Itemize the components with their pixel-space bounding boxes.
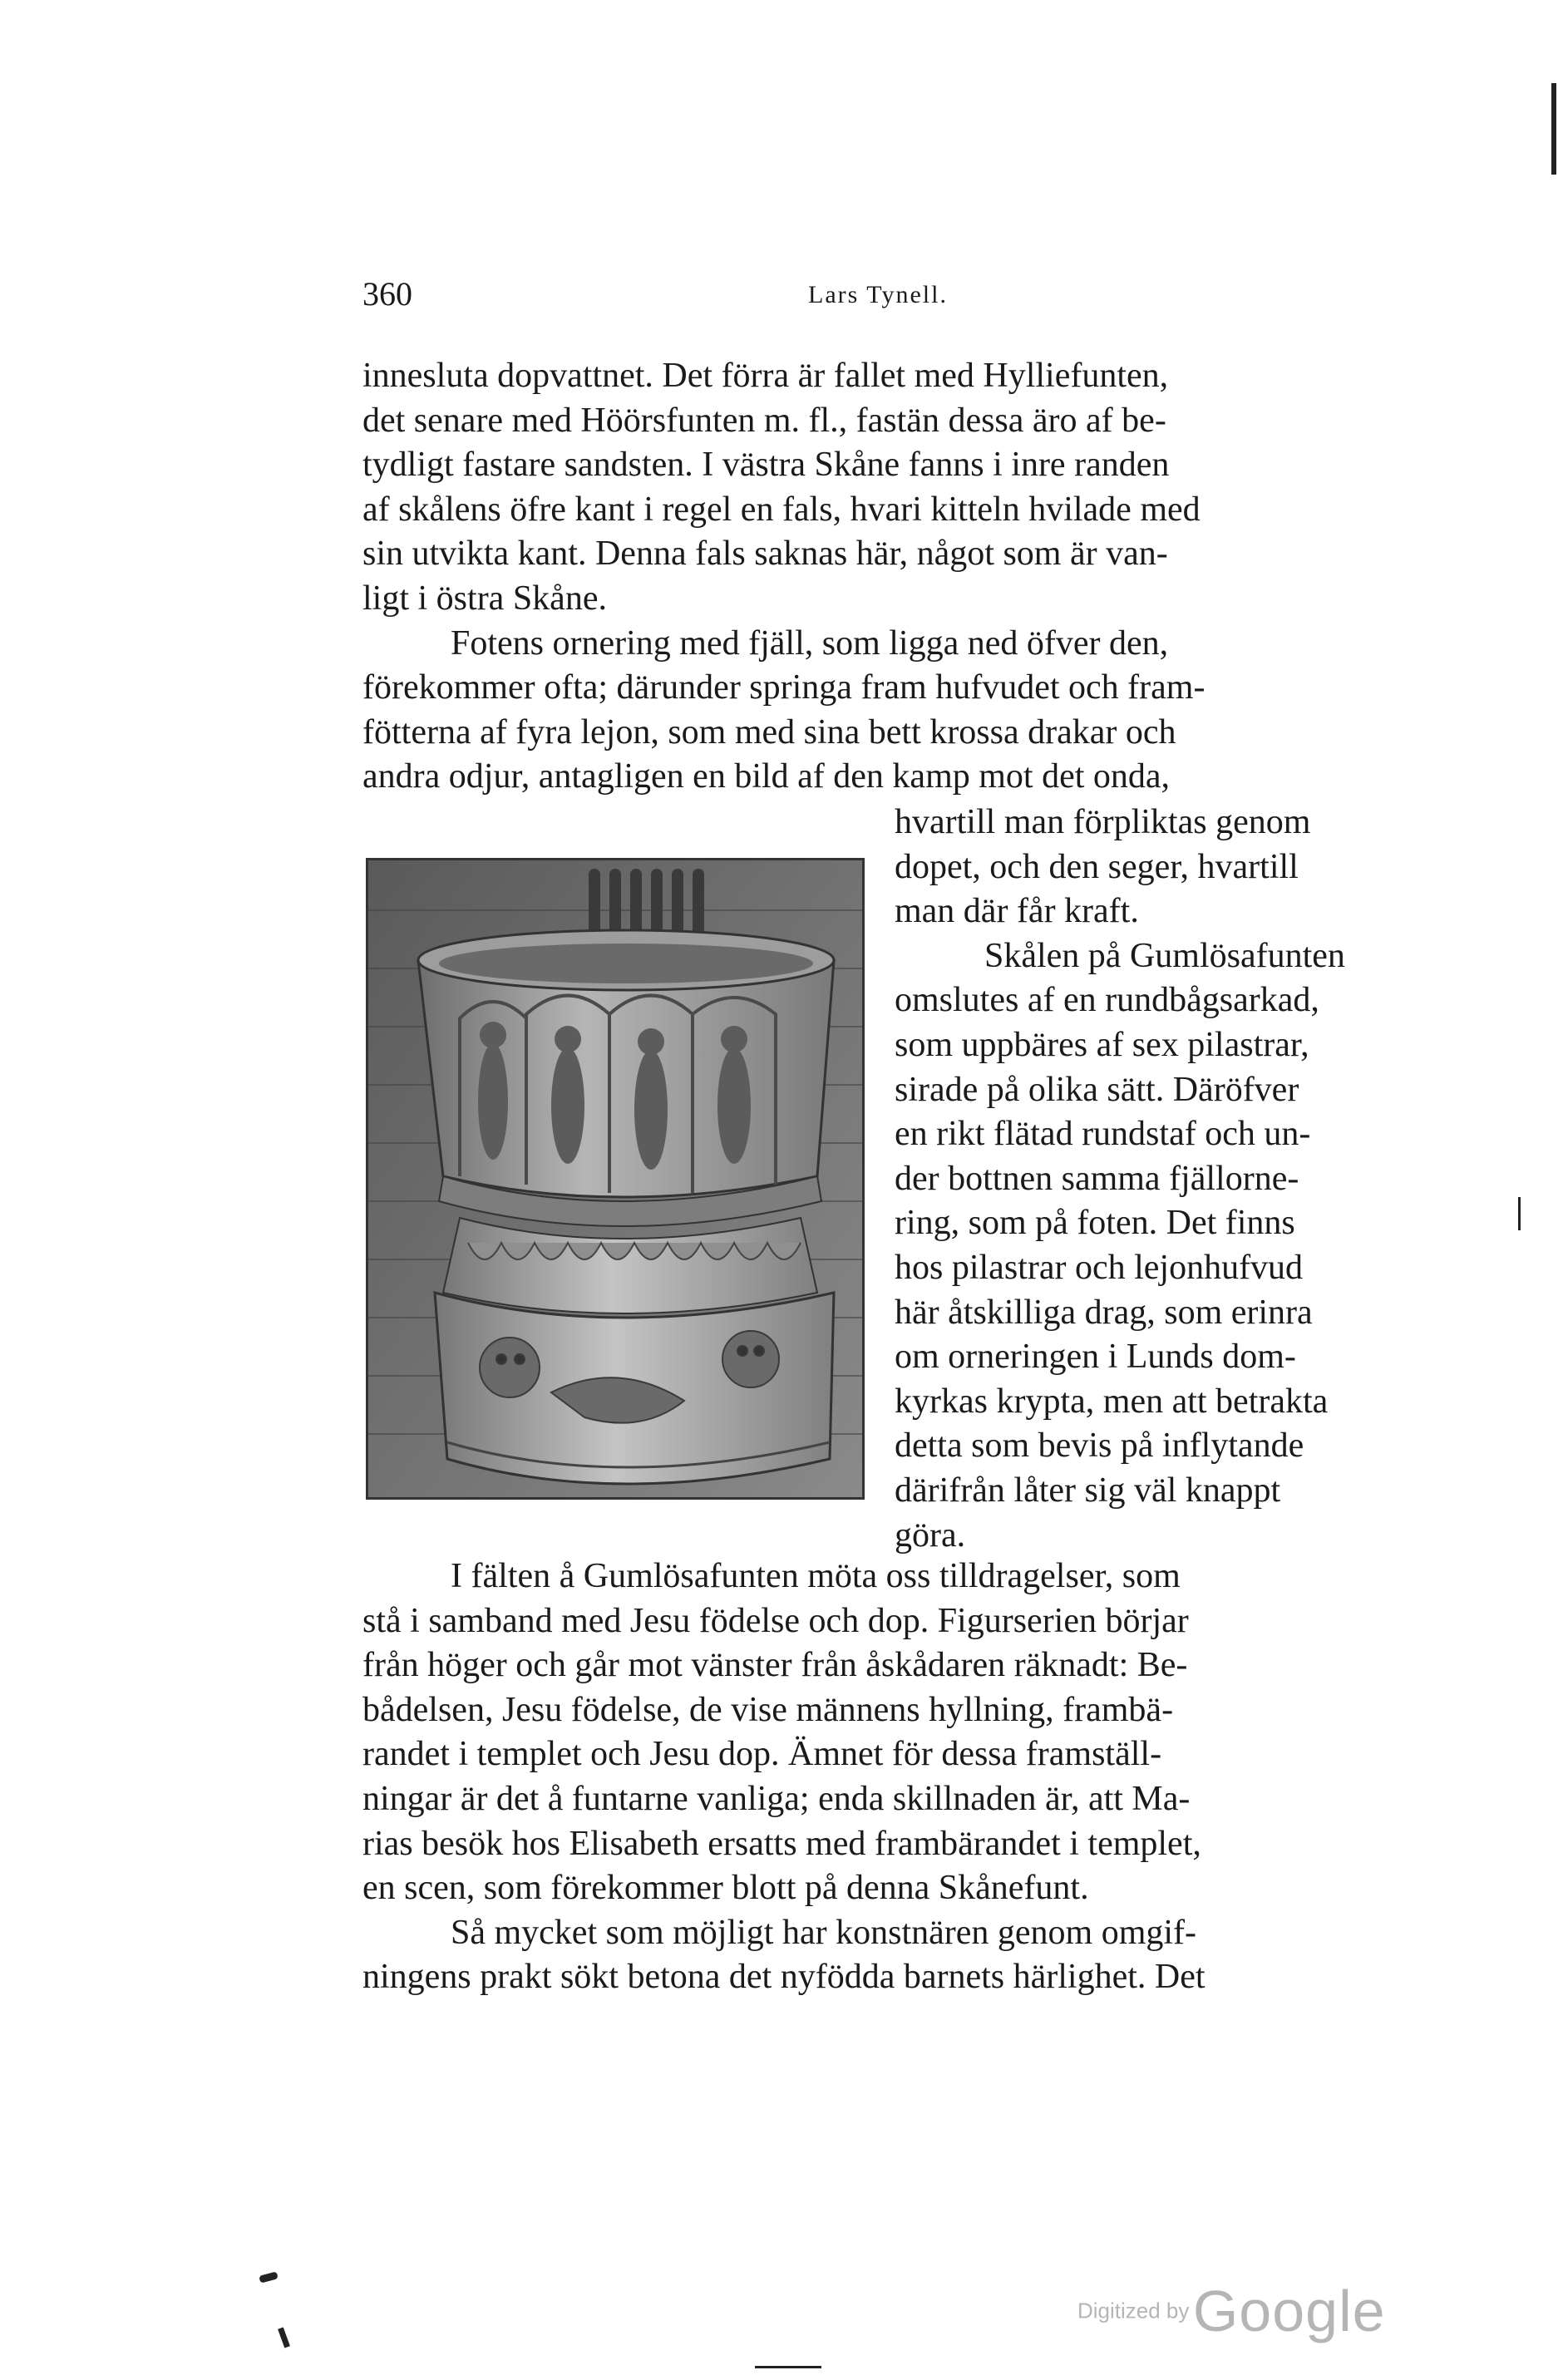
text-line: förekommer ofta; därunder springa fram hufvudet och fram- [362, 668, 1206, 707]
text-line: Fotens ornering med fjäll, som ligga ned öfver den, [451, 623, 1169, 663]
text-line: sin utvikta kant. Denna fals saknas här, något som är van- [362, 535, 1168, 574]
text-line: I fälten å Gumlösafunten möta oss tilldragelser, som [451, 1557, 1181, 1595]
text-line: det senare med Höörsfunten m. fl., fastän dessa äro af be- [362, 401, 1166, 440]
text-line: bådelsen, Jesu födelse, de vise männens hyllning, frambä- [362, 1690, 1174, 1729]
body-text-bottom [362, 1555, 1443, 2000]
text-line: en rikt flätad rundstaf och un- [895, 1115, 1311, 1154]
text-line: sirade på olika sätt. Däröfver [895, 1070, 1299, 1109]
text-line: randet i templet och Jesu dop. Ämnet för dessa framställ- [362, 1735, 1162, 1774]
scan-edge-mark [1551, 83, 1556, 175]
page-number: 360 [362, 275, 412, 313]
text-line: der bottnen samma fjällorne- [895, 1159, 1299, 1198]
text-line: om orneringen i Lunds dom- [895, 1338, 1296, 1377]
text-line: hvartill man förpliktas genom [895, 803, 1311, 841]
text-line: Skålen på Gumlösafunten [984, 936, 1345, 975]
google-logo: Google [1192, 2279, 1386, 2343]
text-line: därifrån låter sig väl knappt [895, 1471, 1281, 1510]
text-line: en scen, som förekommer blott på denna Skånefunt. [362, 1869, 1089, 1908]
text-line: Så mycket som möjligt har konstnären genom omgif- [451, 1913, 1197, 1952]
text-line: från höger och går mot vänster från åskådaren räknadt: Be- [362, 1646, 1188, 1685]
body-text-top [362, 354, 1443, 800]
text-line: dopet, och den seger, hvartill [895, 847, 1299, 886]
text-line: rias besök hos Elisabeth ersatts med frambärandet i templet, [362, 1824, 1201, 1863]
text-line: här åtskilliga drag, som erinra [895, 1293, 1313, 1332]
text-line: fötterna af fyra lejon, som med sina bett krossa drakar och [362, 712, 1176, 751]
font-illustration [368, 860, 862, 1497]
text-line: andra odjur, antagligen en bild af den kamp mot det onda, [362, 757, 1171, 796]
scan-speck [259, 2271, 279, 2283]
text-line: hos pilastrar och lejonhufvud [895, 1248, 1304, 1287]
scan-speck [278, 2328, 290, 2348]
text-line: ningar är det å funtarne vanliga; enda skillnaden är, att Ma- [362, 1779, 1191, 1818]
text-line: ligt i östra Skåne. [362, 579, 607, 618]
page-header [362, 274, 1443, 324]
text-line: af skålens öfre kant i regel en fals, hvari kitteln hvilade med [362, 490, 1201, 529]
baptismal-font-photo [366, 858, 865, 1500]
column-text [895, 801, 1443, 1558]
text-line: göra. [895, 1515, 966, 1555]
text-line: ningens prakt sökt betona det nyfödda barnets härlighet. Det [362, 1958, 1206, 1997]
text-line: som uppbäres af sex pilastrar, [895, 1025, 1309, 1064]
text-line: omslutes af en rundbågsarkad, [895, 981, 1319, 1020]
text-line: man där får kraft. [895, 892, 1139, 931]
digitized-watermark [1077, 2278, 1386, 2344]
text-line: ring, som på foten. Det finns [895, 1204, 1295, 1243]
bottom-rule [755, 2366, 821, 2368]
watermark-prefix: Digitized by [1077, 2298, 1190, 2323]
text-line: innesluta dopvattnet. Det förra är fallet med Hylliefunten, [362, 357, 1169, 395]
text-line: tydligt fastare sandsten. I västra Skåne fanns i inre randen [362, 446, 1170, 485]
scan-edge-mark [1518, 1197, 1521, 1230]
running-head: Lars Tynell. [808, 281, 948, 308]
text-line: kyrkas krypta, men att betrakta [895, 1382, 1329, 1421]
text-line: detta som bevis på inflytande [895, 1427, 1304, 1466]
text-line: stå i samband med Jesu födelse och dop. Figurserien börjar [362, 1601, 1189, 1640]
